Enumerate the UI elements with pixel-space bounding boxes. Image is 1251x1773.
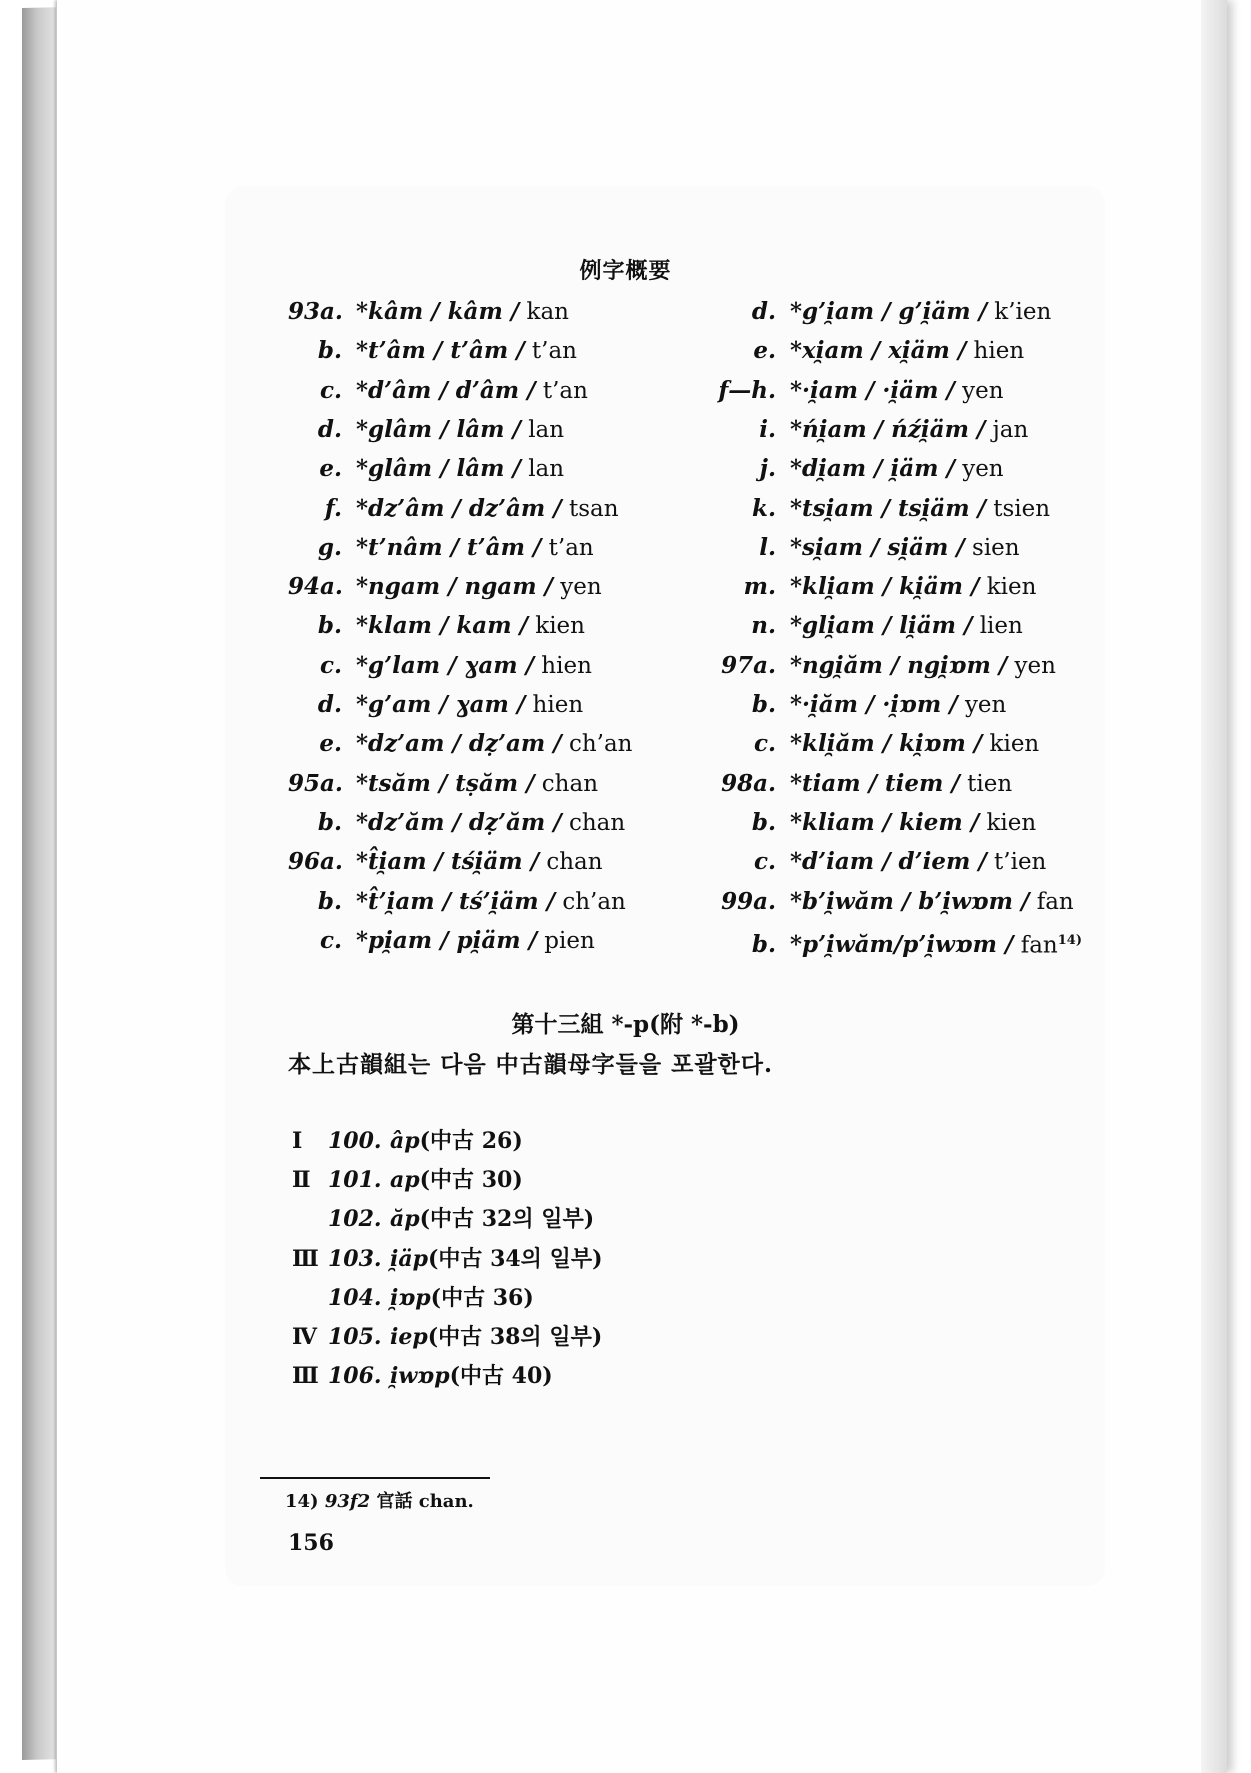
entry-mandarin: tsien xyxy=(993,495,1051,522)
entry-row xyxy=(288,808,625,838)
entry-mandarin: tien xyxy=(967,770,1013,797)
rime-group: Ⅱ xyxy=(292,1167,311,1194)
footnote-mark: 14) xyxy=(285,1491,319,1512)
entry-form: *gli̯am / li̯äm / xyxy=(790,612,973,640)
entry-label: c. xyxy=(319,651,342,679)
entry-form: *g’i̯am / g’i̯äm / xyxy=(790,298,987,325)
rime-note: (中古 30) xyxy=(419,1167,523,1194)
rime-note: (中古 34의 일부) xyxy=(428,1245,603,1272)
entry-form: *di̯am / i̯äm / xyxy=(790,455,955,483)
entry-label: d. xyxy=(317,415,342,443)
entry-form: *glâm / lâm / xyxy=(356,455,521,483)
entry-mandarin: t’an xyxy=(531,338,577,365)
rime-form: i̯ɒp xyxy=(390,1284,431,1311)
entry-form: *pi̯am / pi̯äm / xyxy=(356,926,537,954)
entry-form: *g’am / ɣam / xyxy=(356,691,526,718)
entry-label: c. xyxy=(319,926,342,954)
entry-mandarin: ch’an xyxy=(562,888,626,915)
entry-mandarin: kien xyxy=(989,731,1040,758)
entry-mandarin: lan xyxy=(528,416,565,443)
entry-form: *t̂i̯am / tśi̯äm / xyxy=(356,848,540,876)
entry-row xyxy=(688,729,1039,759)
entry-mandarin: sien xyxy=(972,534,1020,561)
entry-form: *p’i̯wăm/p’i̯wɒm / xyxy=(790,931,1014,959)
rime-form: iep xyxy=(390,1324,428,1350)
section-title: 第十三組 *-p(附 *-b) xyxy=(511,1011,740,1038)
rime-form: i̯äp xyxy=(390,1245,428,1272)
entry-row xyxy=(288,336,577,366)
entry-row xyxy=(688,926,1082,961)
entry-label: e. xyxy=(319,730,342,758)
entry-form: *t’âm / t’âm / xyxy=(356,337,525,365)
rime-row xyxy=(292,1163,523,1194)
entry-row xyxy=(688,297,1051,327)
rime-form: i̯wɒp xyxy=(390,1363,450,1390)
footnote-text: 官話 chan. xyxy=(376,1491,474,1512)
entry-row xyxy=(288,297,569,327)
entry-label: m. xyxy=(743,573,776,601)
entry-label: 95a. xyxy=(288,769,343,797)
entry-label: 99a. xyxy=(721,887,776,915)
entry-form: *kliam / kiem / xyxy=(790,808,980,836)
rime-group: Ⅲ xyxy=(292,1363,319,1390)
entry-label: g. xyxy=(317,533,342,561)
entry-row xyxy=(688,887,1074,917)
entry-label: k. xyxy=(752,494,776,522)
entry-form: *d’âm / d’âm / xyxy=(356,376,536,404)
entry-mandarin: hien xyxy=(532,692,584,718)
entry-row xyxy=(688,847,1046,877)
entry-row xyxy=(288,847,603,877)
entry-form: *kâm / kâm / xyxy=(356,298,520,325)
rime-row xyxy=(292,1281,534,1312)
entry-row xyxy=(288,454,564,484)
rime-note: (中古 36) xyxy=(430,1284,534,1311)
entry-form: *glâm / lâm / xyxy=(356,415,521,443)
entry-form: *tsi̯am / tsi̯äm / xyxy=(790,494,986,522)
page-number: 156 xyxy=(288,1530,334,1556)
entry-form: *klam / kam / xyxy=(356,612,528,640)
entry-label: b. xyxy=(751,808,776,836)
entry-row xyxy=(688,572,1036,602)
entry-label: 96a. xyxy=(288,848,343,876)
entry-mandarin: lien xyxy=(979,613,1023,640)
entry-row xyxy=(288,651,592,681)
entry-label: b. xyxy=(317,612,342,640)
entry-form: *tiam / tiem / xyxy=(790,769,960,797)
entry-mandarin: yen xyxy=(962,456,1004,483)
entry-row xyxy=(288,769,598,799)
entry-row xyxy=(688,611,1023,641)
entry-mandarin: kan xyxy=(526,299,569,325)
entry-mandarin: hien xyxy=(541,652,592,679)
entry-mandarin: kien xyxy=(535,613,585,640)
entry-form: *g’lam / ɣam / xyxy=(356,651,534,679)
rime-number: 105. xyxy=(328,1324,382,1350)
entry-row xyxy=(288,533,594,563)
footnote-rule xyxy=(260,1477,490,1479)
entry-mandarin: jan xyxy=(992,416,1029,443)
entry-row xyxy=(288,415,564,445)
entry-mandarin: hien xyxy=(973,338,1025,365)
entry-form: *·i̯ăm / ·i̯ɒm / xyxy=(790,691,958,718)
entry-label: f—h. xyxy=(718,376,776,404)
entry-mandarin: t’ien xyxy=(994,849,1047,876)
entry-row xyxy=(288,887,626,917)
entry-label: j. xyxy=(759,455,776,483)
entry-label: e. xyxy=(319,455,342,483)
entry-label: 98a. xyxy=(721,769,776,797)
entry-row xyxy=(288,729,632,759)
entry-label: e. xyxy=(753,337,776,365)
entry-mandarin: kien xyxy=(986,574,1037,601)
entry-row xyxy=(688,533,1020,563)
entry-mandarin: t’an xyxy=(548,534,594,561)
entry-label: b. xyxy=(751,691,776,718)
entry-mandarin: chan xyxy=(568,809,626,836)
entry-mandarin: yen xyxy=(962,377,1004,404)
entry-row xyxy=(288,376,588,406)
entry-mandarin: kien xyxy=(986,809,1037,836)
entry-row xyxy=(688,690,1006,720)
rime-number: 101. xyxy=(328,1167,382,1194)
entry-label: c. xyxy=(319,376,342,404)
entry-form: *dz’am / dẓ’am / xyxy=(356,730,562,758)
rime-form: ăp xyxy=(390,1206,420,1233)
rime-note: (中古 38의 일부) xyxy=(427,1324,603,1350)
entry-form: *xi̯am / xi̯äm / xyxy=(790,337,967,365)
rime-number: 103. xyxy=(328,1245,382,1272)
footnote xyxy=(285,1487,474,1513)
entry-label: b. xyxy=(317,808,342,836)
entry-form: *·i̯am / ·i̯äm / xyxy=(790,376,955,404)
entry-row xyxy=(688,454,1004,484)
entry-row xyxy=(288,494,619,524)
entry-mandarin: chan xyxy=(546,849,603,876)
entry-row xyxy=(288,572,602,602)
entry-form: *dz’âm / dz’âm / xyxy=(356,494,562,522)
entry-label: n. xyxy=(751,612,776,640)
entry-label: c. xyxy=(753,848,776,876)
entry-mandarin: t’an xyxy=(542,377,588,404)
entry-label: 97a. xyxy=(721,651,776,679)
entry-form: *ńi̯am / ńźi̯äm / xyxy=(790,415,986,443)
entry-label: c. xyxy=(753,730,776,758)
rime-form: ap xyxy=(390,1167,420,1194)
entry-label: b. xyxy=(317,887,342,915)
entry-form: *t’nâm / t’âm / xyxy=(356,533,542,561)
footnote-ref-marker: 14) xyxy=(1057,932,1082,948)
rime-number: 102. xyxy=(328,1206,382,1233)
entry-form: *ngi̯ăm / ngi̯ɒm / xyxy=(790,651,1008,679)
entry-label: i. xyxy=(759,415,776,443)
entry-row xyxy=(688,494,1050,524)
entry-mandarin: yen xyxy=(560,574,602,601)
entry-row xyxy=(688,376,1004,406)
entry-mandarin: yen xyxy=(964,692,1007,718)
entry-row xyxy=(288,690,583,720)
rime-note: (中古 26) xyxy=(419,1128,523,1154)
running-header: 例字概要 xyxy=(579,258,672,284)
section-intro: 本上古韻組는 다음 中古韻母字들을 포괄한다. xyxy=(288,1051,773,1078)
entry-mandarin: pien xyxy=(544,927,595,954)
entry-mandarin: k’ien xyxy=(994,299,1052,325)
entry-label: b. xyxy=(317,337,342,365)
entry-form: *dz’ăm / dẓ’ăm / xyxy=(356,808,562,836)
entry-label: 93a. xyxy=(288,298,343,325)
entry-form: *si̯am / si̯äm / xyxy=(790,533,965,561)
entry-mandarin: tsan xyxy=(568,495,619,522)
entry-mandarin: lan xyxy=(528,456,565,483)
entry-form: *d’iam / d’iem / xyxy=(790,848,987,876)
entry-row xyxy=(688,415,1028,445)
entry-label: 94a. xyxy=(288,573,343,601)
rime-row xyxy=(292,1202,594,1233)
entry-row xyxy=(688,808,1036,838)
entry-label: f. xyxy=(324,494,342,522)
rime-row xyxy=(292,1124,523,1155)
rime-number: 104. xyxy=(328,1284,382,1311)
rime-form: âp xyxy=(390,1128,420,1154)
rime-number: 100. xyxy=(328,1128,382,1154)
entry-mandarin: fan xyxy=(1036,888,1074,915)
rime-row xyxy=(292,1320,602,1351)
entry-row xyxy=(688,651,1056,681)
rime-row xyxy=(292,1359,553,1390)
rime-group: Ⅰ xyxy=(292,1128,303,1154)
rime-number: 106. xyxy=(328,1363,382,1390)
entry-form: *t̂’i̯am / tś’i̯äm / xyxy=(356,887,556,915)
entry-label: d. xyxy=(317,691,342,718)
rime-row xyxy=(292,1242,603,1273)
entry-form: *tsăm / tṣăm / xyxy=(356,769,535,797)
entry-mandarin: ch’an xyxy=(568,731,633,758)
entry-label: b. xyxy=(751,931,776,959)
rime-note: (中古 40) xyxy=(449,1363,553,1390)
entry-form: *ngam / ngam / xyxy=(356,573,553,601)
entry-label: d. xyxy=(751,298,776,325)
entry-row xyxy=(688,769,1012,799)
entry-row xyxy=(288,926,595,956)
entry-mandarin: yen xyxy=(1014,652,1056,679)
rime-note: (中古 32의 일부) xyxy=(419,1206,595,1233)
entry-row xyxy=(288,611,585,641)
entry-form: *kli̯am / ki̯äm / xyxy=(790,573,980,601)
entry-form: *kli̯ăm / ki̯ɒm / xyxy=(790,730,983,758)
rime-group: Ⅳ xyxy=(292,1324,317,1350)
entry-form: *b’i̯wăm / b’i̯wɒm / xyxy=(790,887,1030,915)
entry-mandarin: fan xyxy=(1020,932,1058,959)
entry-row xyxy=(688,336,1024,366)
entry-mandarin: chan xyxy=(541,770,599,797)
entry-label: l. xyxy=(759,533,776,561)
footnote-ref: 93f2 xyxy=(324,1491,371,1512)
rime-group: Ⅲ xyxy=(292,1245,319,1272)
